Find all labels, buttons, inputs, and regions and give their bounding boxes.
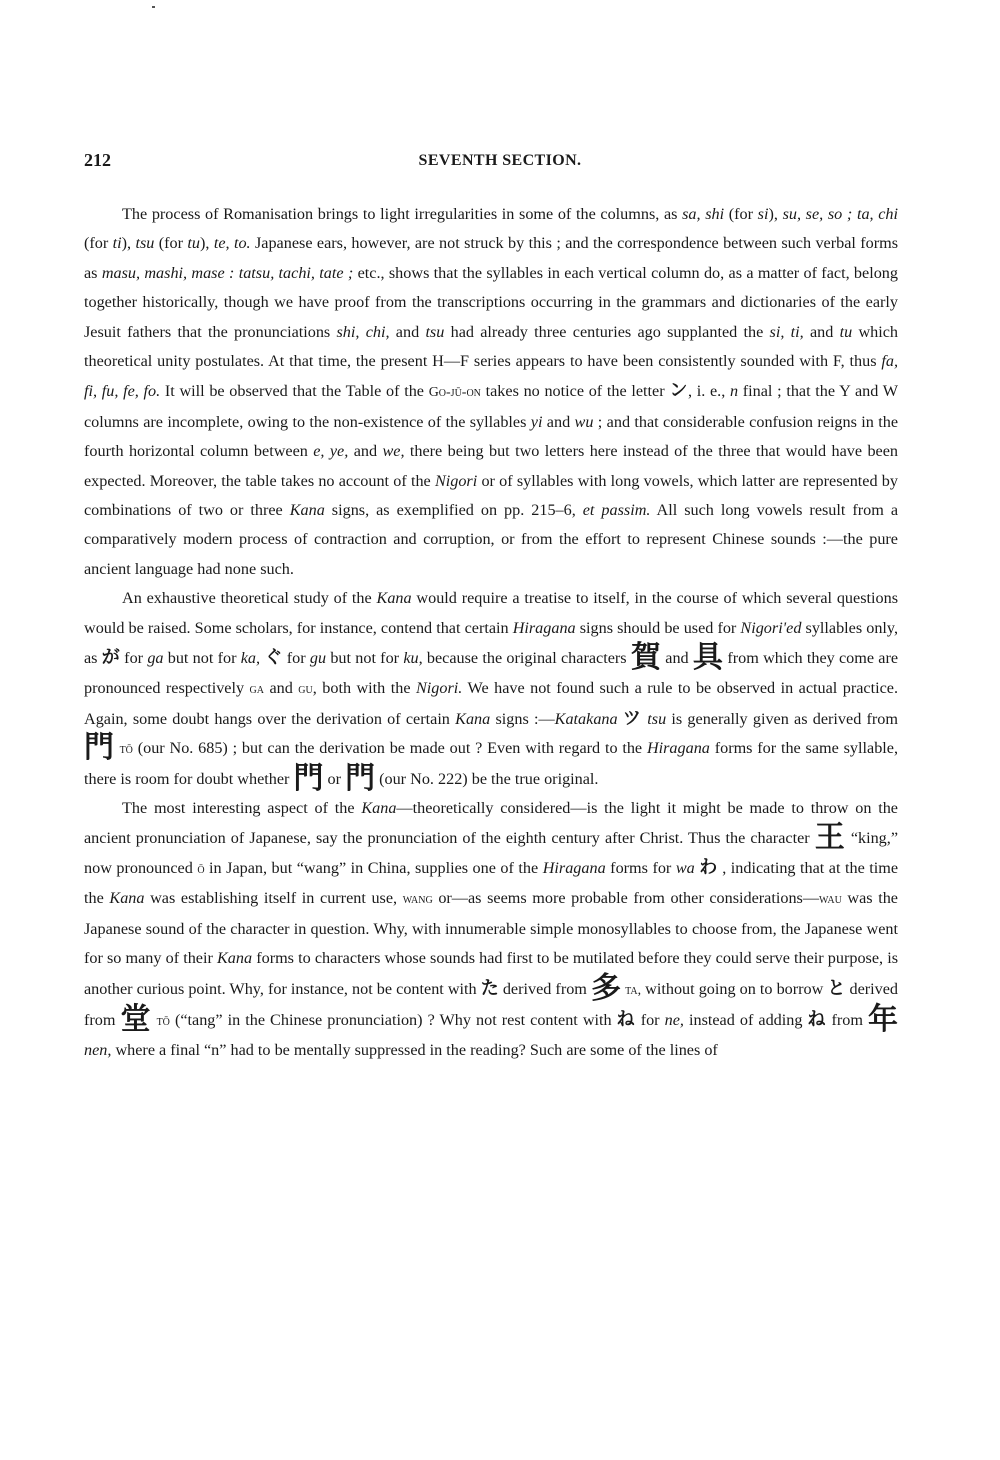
chinese-character: 具: [692, 640, 724, 676]
kana-glyph: わ: [699, 856, 718, 878]
chinese-character: 王: [814, 819, 846, 855]
text-run: (our No. 685) ; but can the derivation be made out ? Even with regard to the: [132, 739, 647, 758]
text-run: had already three centuries ago supplanted the: [444, 322, 770, 341]
kana-glyph: ぐ: [264, 647, 283, 669]
kana-glyph: た: [480, 977, 499, 999]
text-run: in Japan, but “wang” in China, supplies one of the: [204, 858, 543, 877]
text-run: Japanese ears, however, are not struck by this ; and the correspondence between such verbal forms as: [84, 234, 899, 282]
text-run: for: [635, 1010, 665, 1029]
chinese-character: 堂: [120, 1001, 152, 1037]
italic-term: Kana: [455, 709, 491, 728]
kana-glyph: ね: [807, 1008, 827, 1030]
italic-term: Nigori.: [415, 678, 463, 697]
italic-term: n: [729, 382, 739, 401]
text-run: , i. e.,: [687, 382, 730, 401]
text-run: The most interesting aspect of the: [122, 799, 362, 818]
italic-term: Kana: [361, 799, 397, 818]
italic-term: su, se, so ; ta, chi: [782, 205, 899, 223]
text-run: there being but two letters here instead of the three that would have been expected. Moreover, the table takes no account of the: [84, 442, 899, 490]
italic-term: tu: [839, 322, 853, 341]
text-run: would require a treatise to itself, in the course of which several questions would be raised. Some scholars, for instance, contend that certain: [84, 589, 898, 637]
text-run: signs, as exemplified on pp. 215–6,: [324, 501, 583, 520]
text-run: for: [119, 649, 148, 668]
text-run: syllables only, as: [84, 618, 899, 668]
italic-term: Hiragana: [542, 858, 606, 877]
text-run: derived from: [84, 979, 899, 1029]
italic-term: Katakana: [554, 709, 618, 728]
text-run: signs :—: [490, 709, 555, 728]
print-speck: [152, 6, 155, 8]
text-run: and: [661, 649, 693, 668]
italic-term: tsu: [135, 234, 155, 253]
italic-term: e, ye,: [313, 442, 349, 461]
text-run: (for: [724, 205, 758, 223]
text-run: but not for: [326, 649, 404, 668]
chinese-character: 門: [293, 760, 324, 796]
italic-term: ti: [112, 234, 122, 253]
italic-term: sa, shi: [682, 205, 725, 223]
text-run: but not for: [163, 649, 241, 668]
running-head: SEVENTH SECTION.: [418, 152, 582, 169]
text-run: ),: [121, 234, 136, 253]
italic-term: Hiragana: [646, 739, 710, 758]
italic-term: nen,: [84, 1041, 112, 1060]
text-run: from which they come are pronounced respectively: [84, 649, 899, 697]
italic-term: yi: [530, 412, 543, 431]
text-run: or of syllables with long vowels, which latter are represented by combinations of two or three: [84, 471, 898, 520]
kana-glyph: ツ: [622, 707, 643, 729]
text-run: (our No. 222) be the true original.: [375, 769, 599, 788]
text-run: final ; that the Y and W columns are incomplete, owing to the non-existence of the syllables: [84, 382, 899, 431]
small-caps-term: ga: [249, 681, 264, 697]
small-caps-term: tō: [119, 742, 133, 758]
paragraph-1: [84, 200, 898, 584]
italic-term: ka,: [240, 649, 261, 668]
italic-term: tu: [187, 234, 201, 253]
italic-term: et passim.: [582, 501, 651, 520]
italic-term: Kana: [376, 589, 412, 608]
text-run: was the Japanese sound of the character in question. Why, with innumerable simple monosyllables to choose from, the Japanese went for so many of their: [84, 889, 898, 968]
text-run: We have not found such a rule to be observed in actual practice. Again, some doubt hangs over the derivation of certain: [84, 678, 898, 728]
text-run: is generally given as derived from: [666, 709, 898, 728]
text-run: signs should be used for: [575, 618, 741, 637]
italic-term: ne,: [664, 1010, 684, 1029]
text-run: (“tang” in the Chinese pronunciation) ? Why not rest content with: [169, 1010, 617, 1029]
chinese-character: 年: [868, 1001, 899, 1037]
small-caps-term: ta,: [625, 982, 642, 998]
italic-term: Kana: [109, 889, 145, 908]
text-run: or—as seems more probable from other considerations—: [432, 889, 820, 908]
italic-term: wa: [675, 858, 695, 877]
italic-term: masu, mashi, mase : tatsu, tachi, tate ;: [101, 263, 354, 282]
text-run: etc., shows that the syllables in each vertical column do, as a matter of fact, belong together historically, though we have proof from the transcriptions occurring in the grammars and dictionaries of the early Jesuit fathers that the pronunciations: [84, 263, 898, 341]
small-caps-term: Go-jū-on: [428, 385, 481, 401]
chinese-character: 多: [590, 970, 621, 1006]
italic-term: ku,: [403, 649, 423, 668]
text-run: , both with the: [312, 678, 416, 697]
italic-term: wu: [574, 412, 594, 431]
italic-term: ga: [147, 649, 164, 668]
text-run: ; and that considerable confusion reigns in the fourth horizontal column between: [84, 412, 899, 461]
text-run: and: [348, 442, 383, 461]
small-caps-term: ō: [197, 861, 205, 877]
text-run: derived from: [498, 979, 591, 998]
text-run: for: [282, 649, 310, 668]
text-run: and: [389, 322, 426, 341]
text-run: An exhaustive theoretical study of the: [122, 589, 377, 608]
text-run: or: [323, 769, 346, 788]
text-run: takes no notice of the letter: [480, 382, 670, 401]
italic-term: shi, chi,: [336, 322, 390, 341]
small-caps-term: wau: [819, 892, 842, 908]
text-run: It will be observed that the Table of the: [160, 382, 429, 401]
kana-glyph: ね: [616, 1008, 636, 1030]
text-run: and: [803, 322, 840, 341]
text-run: ),: [200, 234, 214, 253]
text-run: , indicating that at the time the: [84, 858, 899, 908]
small-caps-term: wang: [402, 892, 433, 908]
italic-term: tsu: [647, 709, 667, 728]
italic-term: fa, fi, fu, fe, fo.: [84, 352, 898, 401]
text-run: All such long vowels result from a comparatively modern process of contraction and corruption, or from the effort to represent Chinese sounds :—the pure ancient language had none such.: [84, 501, 899, 578]
text-run: because the original characters: [422, 649, 631, 668]
text-run: (for: [154, 234, 188, 253]
text-run: forms for: [605, 858, 676, 877]
paragraph-2: [84, 584, 898, 794]
body-text: [84, 200, 898, 1066]
italic-term: tsu: [425, 322, 445, 341]
paragraph-3: [84, 794, 898, 1066]
text-run: and: [542, 412, 575, 431]
text-run: “king,” now pronounced: [84, 828, 899, 877]
text-run: where a final “n” had to be mentally suppressed in the reading? Such are some of the lines of: [111, 1041, 718, 1060]
text-run: (for: [84, 234, 113, 253]
text-run: and: [264, 678, 299, 697]
text-run: forms for the same syllable, there is room for doubt whether: [84, 739, 899, 788]
text-run: instead of adding: [683, 1010, 808, 1029]
text-run: was establishing itself in current use,: [144, 889, 403, 908]
text-run: The process of Romanisation brings to light irregularities in some of the columns, as: [122, 205, 683, 223]
italic-term: te, to.: [213, 234, 251, 253]
chinese-character: 門: [84, 730, 115, 766]
chinese-character: 門: [345, 760, 376, 796]
text-run: forms to characters whose sounds had first to be mutilated before they could serve their purpose, is another curious point. Why, for instance, not be content with: [84, 949, 898, 998]
small-caps-term: tō: [156, 1013, 170, 1029]
italic-term: gu: [309, 649, 327, 668]
kana-glyph: と: [827, 977, 846, 999]
italic-term: Kana: [217, 949, 253, 968]
page-number: 212: [84, 150, 111, 170]
italic-term: Hiragana: [512, 618, 576, 637]
small-caps-term: gu: [298, 681, 313, 697]
text-run: —theoretically considered—is the light it might be made to throw on the ancient pronunciation of Japanese, say the pronunciation of the eighth century after Christ. Thus the character: [84, 799, 898, 847]
chinese-character: 賀: [630, 640, 662, 676]
kana-glyph: が: [101, 647, 120, 669]
italic-term: we,: [382, 442, 405, 461]
italic-term: Nigori: [434, 471, 478, 490]
italic-term: Nigori'ed: [740, 618, 802, 637]
italic-term: si: [757, 205, 769, 223]
text-run: which theoretical unity postulates. At that time, the present H—F series appears to have been consistently sounded with F, thus: [84, 322, 899, 371]
text-run: ),: [768, 205, 783, 223]
text-run: without going on to borrow: [641, 979, 828, 998]
italic-term: si, ti,: [769, 322, 804, 341]
italic-term: Kana: [289, 501, 325, 520]
text-run: from: [826, 1010, 869, 1029]
kana-glyph: ン: [669, 380, 688, 402]
